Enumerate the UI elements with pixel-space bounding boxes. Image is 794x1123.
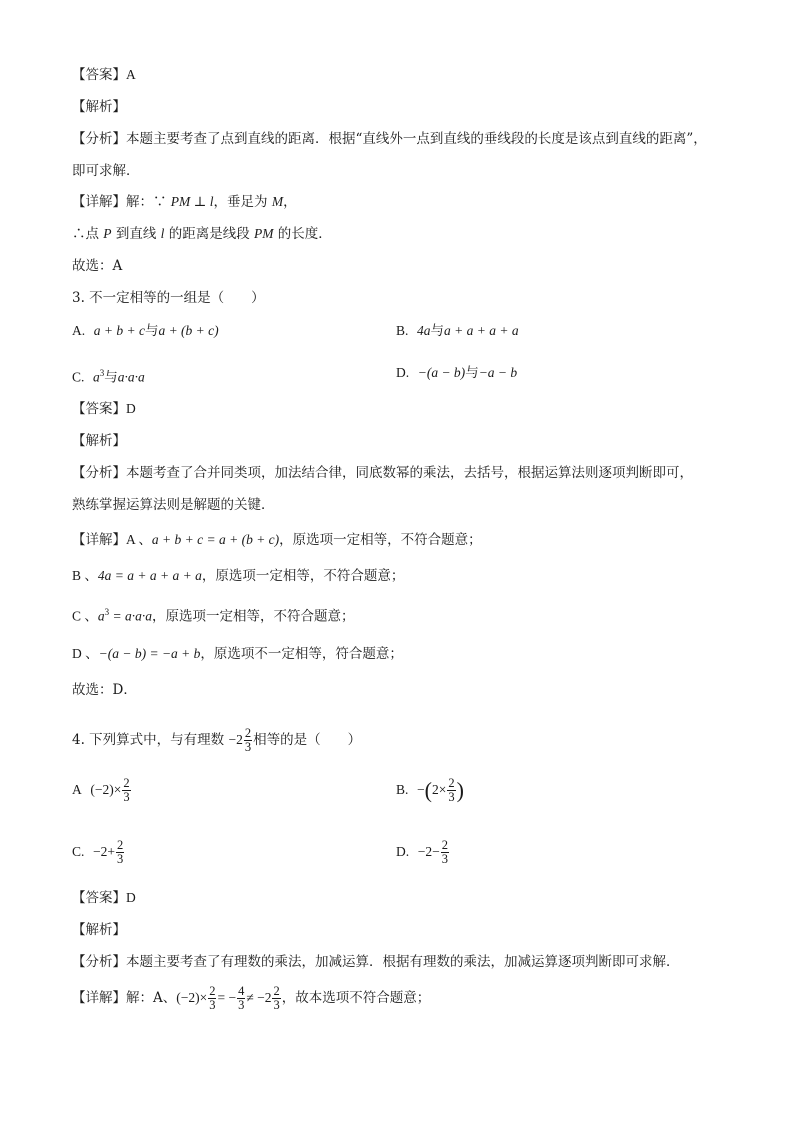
detail-text: 的长度． [273, 226, 332, 242]
q4-analysis-tag: 【解析】 [72, 922, 126, 938]
detail-label: C 、 [72, 608, 98, 624]
detail-text: ， [283, 194, 297, 210]
fenxi-tag: 【分析】 [72, 465, 126, 481]
q4-detail-a [72, 984, 430, 1012]
fraction-denominator: 3 [238, 998, 245, 1012]
option-label: A. [72, 323, 86, 338]
fenxi-text: 本题主要考查了点到直线的距离．根据“直线外一点到直线的垂线段的长度是该点到直线的距离”， [126, 131, 707, 147]
answer-value: D [126, 890, 136, 905]
fraction-numerator: 4 [238, 984, 245, 998]
answer-tag: 【答案】 [72, 890, 126, 906]
q3-fenxi-line2: 熟练掌握运算法则是解题的关键． [72, 497, 275, 513]
fraction-numerator: 2 [448, 776, 455, 790]
q2-answer-line [72, 66, 136, 84]
q4-option-b [396, 776, 464, 805]
q3-detail-b [72, 567, 404, 585]
q3-analysis-tag: 【解析】 [72, 433, 126, 449]
math-expr: a + a + a + a [443, 323, 519, 338]
math-pm: PM [254, 226, 274, 241]
stem-text: 4. 下列算式中，与有理数 [72, 732, 225, 748]
fraction [447, 777, 455, 804]
right-paren-icon: ) [456, 777, 464, 803]
fraction [122, 777, 130, 804]
fraction-numerator: 2 [116, 838, 124, 852]
math-expr: a + b + c = a + (b + c) [151, 532, 280, 547]
fraction-numerator: 2 [273, 984, 280, 998]
math-expr: (−2)× [176, 990, 208, 1005]
answer-value: D [126, 401, 136, 416]
option-mid: 与 [144, 323, 159, 339]
answer-tag: 【答案】 [72, 401, 126, 417]
fenxi-text: 本题考查了合并同类项，加法结合律，同底数幂的乘法，去括号，根据运算法则逐项判断即可， [126, 465, 693, 481]
detail-label: D 、 [72, 646, 99, 661]
option-label: B. [396, 323, 409, 338]
q3-answer-line [72, 400, 136, 418]
fraction-denominator: 3 [273, 998, 280, 1012]
fraction-denominator: 3 [116, 852, 124, 866]
q3-option-a [72, 322, 219, 340]
math-base: a [92, 369, 100, 385]
q3-detail-d [72, 645, 403, 663]
fraction [237, 985, 245, 1012]
math-p: P [103, 226, 112, 241]
math-expr: ≠ −2 [246, 990, 272, 1005]
fraction-denominator: 3 [209, 998, 216, 1012]
fenxi-tag: 【分析】 [72, 954, 126, 970]
detail-text: ，原选项一定相等，不符合题意； [152, 608, 355, 625]
math-expr: a·a·a [117, 369, 145, 385]
option-mid: 与 [430, 323, 444, 339]
option-mid: 与 [104, 369, 118, 386]
fraction [441, 839, 449, 866]
fraction [272, 985, 280, 1012]
detail-tag: 【详解】 [72, 990, 126, 1006]
detail-text: ，原选项不一定相等，符合题意； [200, 646, 403, 662]
q3-stem: 3. 不一定相等的一组是（ ） [72, 290, 265, 306]
q4-option-d [396, 838, 450, 866]
fraction-denominator: 3 [448, 790, 455, 804]
math-m: M [271, 194, 284, 209]
math-pm: PM [170, 194, 191, 209]
math-minus: − [416, 782, 425, 797]
fenxi-tag: 【分析】 [72, 131, 126, 147]
math-perp: ⊥ [190, 194, 210, 209]
fraction-numerator: 2 [123, 776, 130, 790]
q4-answer-line [72, 889, 136, 907]
detail-tag: 【详解】 [72, 532, 126, 548]
detail-label: B 、 [72, 568, 98, 583]
math-expr: 4a [416, 323, 431, 338]
q2-detail-line2 [72, 225, 332, 243]
option-label: D. [396, 844, 410, 859]
option-label: B. [396, 782, 409, 797]
q2-analysis-tag: 【解析】 [72, 99, 126, 115]
fraction-numerator: 2 [441, 838, 448, 852]
option-label: D. [396, 365, 410, 380]
answer-value: A [126, 67, 136, 82]
math-expr: (−2)× [90, 782, 122, 797]
math-base: a [97, 608, 105, 624]
q2-fenxi-line1 [72, 130, 707, 148]
fraction [244, 727, 252, 754]
stem-text: 相等的是（ ） [253, 732, 362, 748]
detail-text: 解：A、 [126, 990, 177, 1006]
fraction [208, 985, 216, 1012]
detail-text: ，垂足为 [213, 194, 272, 210]
option-label: A [72, 782, 82, 797]
q3-option-b [396, 322, 519, 340]
fraction-denominator: 3 [123, 790, 130, 804]
q3-detail-a [72, 531, 482, 549]
detail-text: 到直线 [111, 226, 161, 242]
math-exponent: 3 [99, 368, 105, 378]
math-expr: −(a − b) [417, 365, 466, 380]
fraction-numerator: 2 [244, 726, 252, 740]
math-expr: −2+ [92, 844, 115, 859]
math-expr: = a·a·a [109, 608, 153, 624]
detail-text: 解：∵ [126, 194, 171, 210]
detail-label: A 、 [126, 532, 152, 547]
math-expr: −a − b [478, 365, 518, 380]
fraction-numerator: 2 [209, 984, 216, 998]
math-expr: 4a = a + a + a + a [97, 568, 202, 583]
math-expr: 2× [431, 782, 447, 797]
math-l: l [160, 226, 165, 241]
math-expr: a + b + c [93, 323, 145, 338]
detail-text: ∴点 [72, 226, 104, 242]
q2-choose: 故选：A [72, 258, 123, 274]
q3-option-d [396, 364, 517, 382]
q3-choose: 故选：D． [72, 682, 137, 698]
q4-fenxi-line1 [72, 953, 680, 971]
q4-option-c [72, 838, 125, 866]
fenxi-text: 本题主要考查了有理数的乘法，加减运算．根据有理数的乘法，加减运算逐项判断即可求解． [126, 954, 680, 970]
detail-tag: 【详解】 [72, 194, 126, 210]
math-int: −2 [228, 732, 243, 747]
math-expr: −(a − b) = −a + b [98, 646, 201, 661]
math-expr: a + (b + c) [158, 323, 219, 338]
math-exponent: 3 [104, 607, 110, 617]
q4-option-a [72, 776, 132, 804]
detail-text: 的距离是线段 [164, 226, 254, 242]
option-mid: 与 [465, 365, 479, 381]
fraction-denominator: 3 [244, 740, 252, 754]
option-label: C. [72, 844, 85, 859]
q2-fenxi-line2: 即可求解． [72, 163, 140, 179]
q3-detail-c [72, 603, 355, 626]
detail-text: ，原选项一定相等，不符合题意； [279, 532, 482, 548]
q4-stem [72, 726, 361, 754]
detail-text: ，故本选项不符合题意； [281, 990, 431, 1006]
fraction-denominator: 3 [441, 852, 448, 866]
math-expr: = − [217, 990, 237, 1005]
math-l: l [209, 194, 214, 209]
q3-option-c [72, 364, 145, 387]
detail-text: ，原选项一定相等，不符合题意； [201, 568, 405, 584]
option-label: C. [72, 369, 85, 385]
left-paren-icon: ( [424, 777, 432, 803]
q3-fenxi-line1 [72, 464, 693, 482]
answer-tag: 【答案】 [72, 67, 126, 83]
fraction [116, 839, 124, 866]
math-expr: −2− [417, 844, 440, 859]
q2-detail-line1 [72, 193, 297, 211]
